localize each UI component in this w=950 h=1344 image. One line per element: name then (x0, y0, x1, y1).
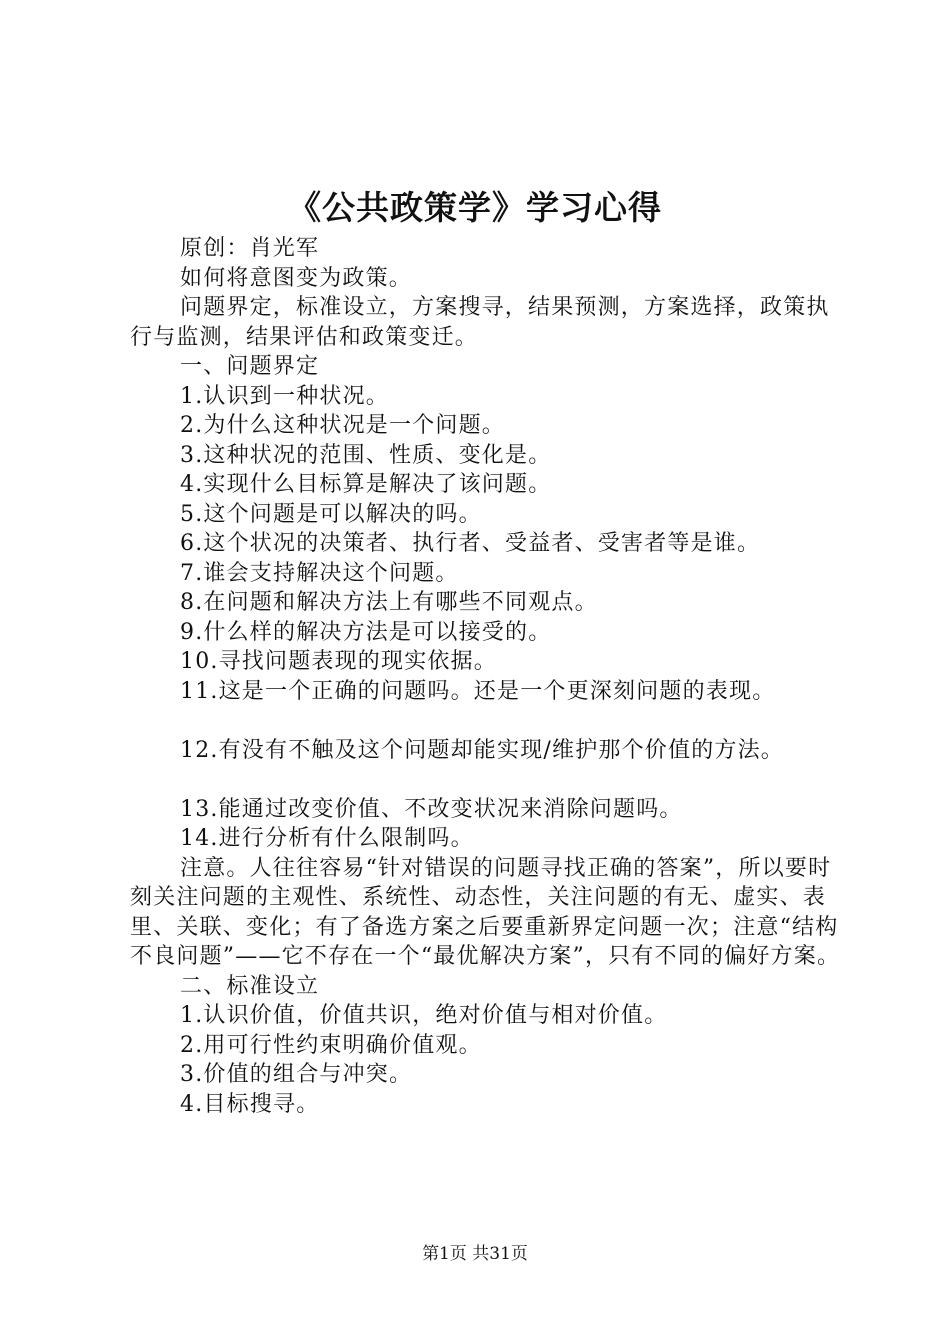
list-item: 1.认识价值，价值共识，绝对价值与相对价值。 (180, 1003, 668, 1028)
document-body (130, 234, 850, 1119)
list-item: 6.这个状况的决策者、执行者、受益者、受害者等是谁。 (180, 531, 761, 556)
list-item: 14.进行分析有什么限制吗。 (180, 826, 474, 851)
list-item: 1.认识到一种状况。 (180, 383, 389, 409)
page-title: 《公共政策学》学习心得 (288, 188, 662, 227)
section-heading-standard-setting: 二、标准设立 (180, 973, 320, 999)
list-item: 8.在问题和解决方法上有哪些不同观点。 (180, 590, 598, 615)
list-item: 3.价值的组合与冲突。 (180, 1062, 413, 1087)
note-paragraph: 注意。人往往容易“针对错误的问题寻找正确的答案”，所以要时刻关注问题的主观性、系统性、动态性，关注问题的有无、虚实、表里、关联、变化；有了备选方案之后要重新界定问题一次；注意“结构不良问题”——它不存在一个“最优解决方案”，只有不同的偏好方案。 (130, 855, 841, 969)
author-line: 原创：肖光军 (180, 236, 320, 261)
intro-question: 如何将意图变为政策。 (180, 265, 413, 291)
page-footer: 第1页 共31页 (422, 1244, 528, 1264)
list-item: 3.这种状况的范围、性质、变化是。 (180, 442, 552, 468)
list-item: 2.用可行性约束明确价值观。 (180, 1032, 482, 1058)
list-item: 5.这个问题是可以解决的吗。 (180, 501, 482, 527)
list-item: 13.能通过改变价值、不改变状况来消除问题吗。 (180, 796, 683, 822)
list-item: 4.目标搜寻。 (180, 1091, 320, 1117)
section-heading-problem-definition: 一、问题界定 (180, 354, 320, 379)
list-item: 11.这是一个正确的问题吗。还是一个更深刻问题的表现。 (180, 678, 776, 704)
list-item: 7.谁会支持解决这个问题。 (180, 560, 459, 586)
list-item: 4.实现什么目标算是解决了该问题。 (180, 472, 552, 497)
list-item: 12.有没有不触及这个问题却能实现/维护那个价值的方法。 (180, 737, 785, 763)
process-summary: 问题界定，标准设立，方案搜寻，结果预测，方案选择，政策执行与监测，结果评估和政策变迁。 (130, 295, 830, 350)
list-item: 2.为什么这种状况是一个问题。 (180, 413, 505, 438)
list-item: 9.什么样的解决方法是可以接受的。 (180, 619, 552, 645)
list-item: 10.寻找问题表现的现实依据。 (180, 649, 497, 674)
